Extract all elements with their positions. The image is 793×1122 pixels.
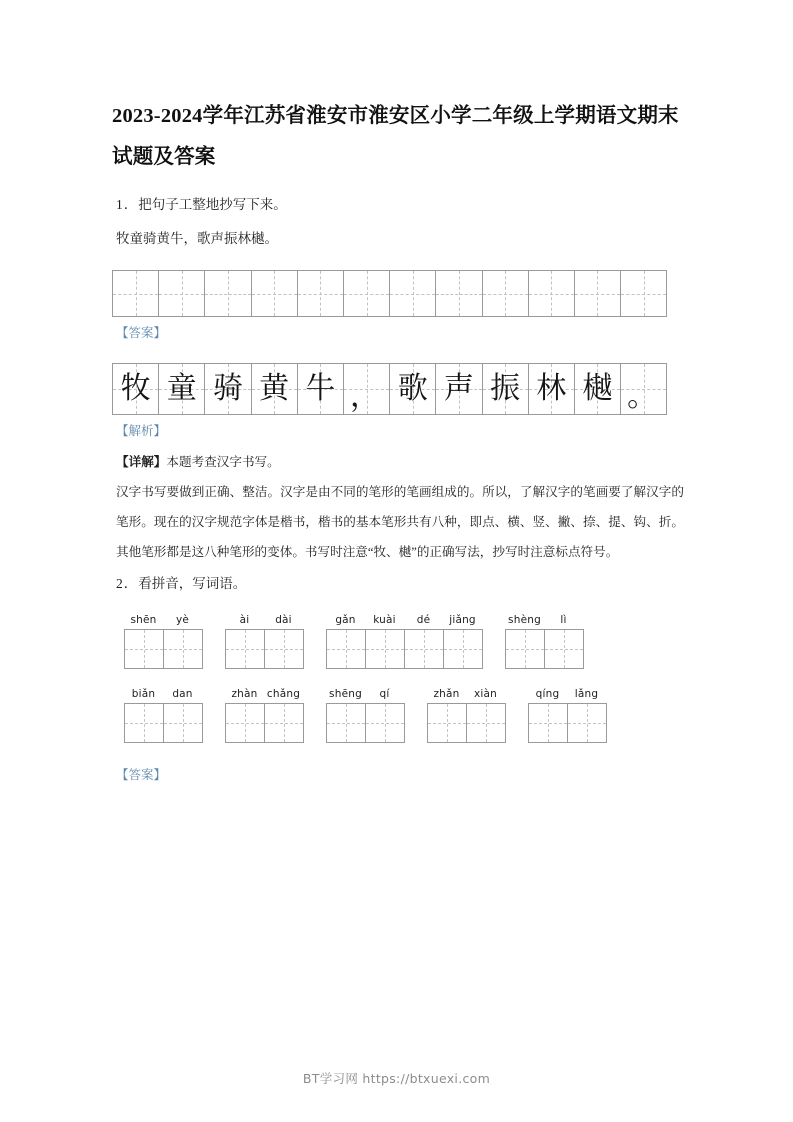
answer-grid-cell	[483, 364, 529, 414]
copy-grid-empty[interactable]	[112, 270, 667, 317]
copy-grid-cell[interactable]	[529, 271, 575, 316]
pinyin-answer-boxes[interactable]	[124, 703, 203, 743]
question-1-text: 把句子工整地抄写下来。	[138, 197, 287, 212]
pinyin-answer-cell[interactable]	[529, 704, 568, 742]
answer-grid-cell	[529, 364, 575, 414]
explanation-paragraph-1: 汉字书写要做到正确、整洁。汉字是由不同的笔形的笔画组成的。所以，了解汉字的笔画要了解汉字的笔形。现在的汉字规范字体是楷书，楷书的基本笔形共有八种，即点、横、竖、撇、捺、提、钩、折。其他笔形都是这八种笔形的变体。书写时注意“牧、樾”的正确写法，抄写时注意标点符号。	[116, 485, 684, 559]
pinyin-syllable: shèng	[508, 614, 541, 626]
answer-grid-cell	[113, 364, 159, 414]
pinyin-syllable: dài	[275, 614, 292, 626]
answer-label-2: 【答案】	[116, 768, 167, 782]
answer-grid-cell	[436, 364, 482, 414]
copy-grid-cell[interactable]	[205, 271, 251, 316]
pinyin-word-group	[225, 611, 304, 669]
pinyin-answer-cell[interactable]	[164, 630, 203, 668]
pinyin-answer-cell[interactable]	[467, 704, 506, 742]
pinyin-word-group	[225, 685, 304, 743]
answer-character: ，	[349, 379, 380, 414]
answer-character: 樾	[582, 371, 613, 406]
pinyin-syllable: kuài	[373, 614, 396, 626]
question-1-sentence: 牧童骑黄牛，歌声振林樾。	[116, 231, 278, 246]
answer-grid-cell	[252, 364, 298, 414]
detail-prefix: 【详解】	[116, 455, 167, 469]
copy-grid-cell[interactable]	[298, 271, 344, 316]
pinyin-syllable: chǎng	[266, 688, 301, 700]
answer-character: 。	[627, 379, 658, 414]
answer-grid-wrap	[112, 363, 684, 415]
pinyin-syllable: shēng	[329, 688, 362, 700]
footer-watermark: BT学习网 https://btxuexi.com	[302, 1071, 491, 1086]
pinyin-syllable: qí	[379, 688, 390, 700]
pinyin-answer-cell[interactable]	[327, 704, 366, 742]
answer-grid-cell	[575, 364, 621, 414]
analysis-label-1: 【解析】	[116, 424, 167, 438]
pinyin-syllable: gǎn	[335, 614, 356, 626]
pinyin-labels	[124, 611, 203, 629]
pinyin-answer-boxes[interactable]	[505, 629, 584, 669]
pinyin-syllable: dé	[416, 614, 431, 626]
pinyin-syllable: ài	[239, 614, 250, 626]
pinyin-answer-cell[interactable]	[226, 630, 265, 668]
pinyin-syllable: lì	[560, 614, 567, 626]
pinyin-syllable: shēn	[130, 614, 157, 626]
pinyin-answer-cell[interactable]	[265, 630, 304, 668]
pinyin-answer-cell[interactable]	[125, 630, 164, 668]
answer-grid-cell	[205, 364, 251, 414]
copy-grid-cell[interactable]	[621, 271, 667, 316]
pinyin-answer-boxes[interactable]	[225, 629, 304, 669]
pinyin-word-grids	[112, 611, 684, 743]
pinyin-word-group	[124, 611, 203, 669]
pinyin-labels	[505, 611, 584, 629]
page-title: 2023-2024学年江苏省淮安市淮安区小学二年级上学期语文期末试题及答案	[112, 105, 679, 168]
question-2-prompt	[112, 567, 684, 601]
pinyin-answer-cell[interactable]	[327, 630, 366, 668]
copy-grid-cell[interactable]	[390, 271, 436, 316]
pinyin-labels	[326, 685, 405, 703]
answer-label-1: 【答案】	[116, 326, 167, 340]
pinyin-answer-cell[interactable]	[366, 704, 405, 742]
pinyin-syllable: lǎng	[574, 688, 599, 700]
pinyin-labels	[528, 685, 607, 703]
pinyin-labels	[326, 611, 483, 629]
copy-grid-cell[interactable]	[113, 271, 159, 316]
pinyin-syllable: zhàn	[231, 688, 258, 700]
answer-character: 牛	[305, 371, 336, 406]
copy-grid-cell[interactable]	[483, 271, 529, 316]
question-2-text: 看拼音，写词语。	[138, 576, 247, 591]
answer-character: 黄	[259, 371, 290, 406]
pinyin-syllable: qíng	[535, 688, 560, 700]
pinyin-answer-cell[interactable]	[125, 704, 164, 742]
answer-grid	[112, 363, 667, 415]
pinyin-row	[112, 611, 684, 669]
pinyin-answer-cell[interactable]	[405, 630, 444, 668]
pinyin-labels	[225, 685, 304, 703]
copy-grid-cell[interactable]	[159, 271, 205, 316]
pinyin-answer-boxes[interactable]	[326, 629, 483, 669]
pinyin-word-group	[528, 685, 607, 743]
answer-character: 声	[443, 371, 474, 406]
pinyin-syllable: jiǎng	[449, 614, 476, 626]
pinyin-word-group	[326, 685, 405, 743]
pinyin-answer-cell[interactable]	[164, 704, 203, 742]
question-1-prompt	[112, 188, 684, 222]
document-content	[112, 96, 684, 791]
copy-grid-cell[interactable]	[252, 271, 298, 316]
answer-character: 骑	[212, 371, 243, 406]
question-2-number: 2．	[116, 576, 139, 591]
copy-grid-cell[interactable]	[344, 271, 390, 316]
pinyin-answer-cell[interactable]	[568, 704, 607, 742]
pinyin-answer-boxes[interactable]	[225, 703, 304, 743]
answer-grid-cell	[159, 364, 205, 414]
copy-grid-cell[interactable]	[575, 271, 621, 316]
detail-line-1	[112, 447, 684, 477]
copy-grid-wrap	[112, 270, 684, 317]
pinyin-syllable: biǎn	[131, 688, 156, 700]
pinyin-answer-boxes[interactable]	[124, 629, 203, 669]
pinyin-word-group	[427, 685, 506, 743]
pinyin-labels	[427, 685, 506, 703]
answer-character: 歌	[397, 371, 428, 406]
pinyin-answer-cell[interactable]	[506, 630, 545, 668]
pinyin-word-group	[505, 611, 584, 669]
pinyin-row	[112, 685, 684, 743]
pinyin-answer-cell[interactable]	[428, 704, 467, 742]
answer-grid-cell	[390, 364, 436, 414]
pinyin-word-group	[326, 611, 483, 669]
pinyin-syllable: xiàn	[473, 688, 498, 700]
pinyin-word-group	[124, 685, 203, 743]
answer-grid-cell	[621, 364, 667, 414]
detail-text: 本题考查汉字书写。	[166, 455, 280, 469]
answer-grid-cell	[344, 364, 390, 414]
pinyin-labels	[225, 611, 304, 629]
pinyin-syllable: zhǎn	[433, 688, 460, 700]
pinyin-answer-cell[interactable]	[265, 704, 304, 742]
pinyin-answer-cell[interactable]	[444, 630, 483, 668]
pinyin-answer-boxes[interactable]	[528, 703, 607, 743]
answer-character: 童	[166, 371, 197, 406]
answer-grid-cell	[298, 364, 344, 414]
pinyin-answer-boxes[interactable]	[427, 703, 506, 743]
pinyin-syllable: dan	[172, 688, 193, 700]
answer-character: 牧	[120, 371, 151, 406]
answer-character: 林	[536, 371, 567, 406]
pinyin-labels	[124, 685, 203, 703]
pinyin-answer-cell[interactable]	[366, 630, 405, 668]
pinyin-syllable: yè	[175, 614, 190, 626]
answer-character: 振	[490, 371, 521, 406]
copy-grid-cell[interactable]	[436, 271, 482, 316]
pinyin-answer-boxes[interactable]	[326, 703, 405, 743]
question-1-number: 1．	[116, 197, 139, 212]
pinyin-answer-cell[interactable]	[226, 704, 265, 742]
pinyin-answer-cell[interactable]	[545, 630, 584, 668]
